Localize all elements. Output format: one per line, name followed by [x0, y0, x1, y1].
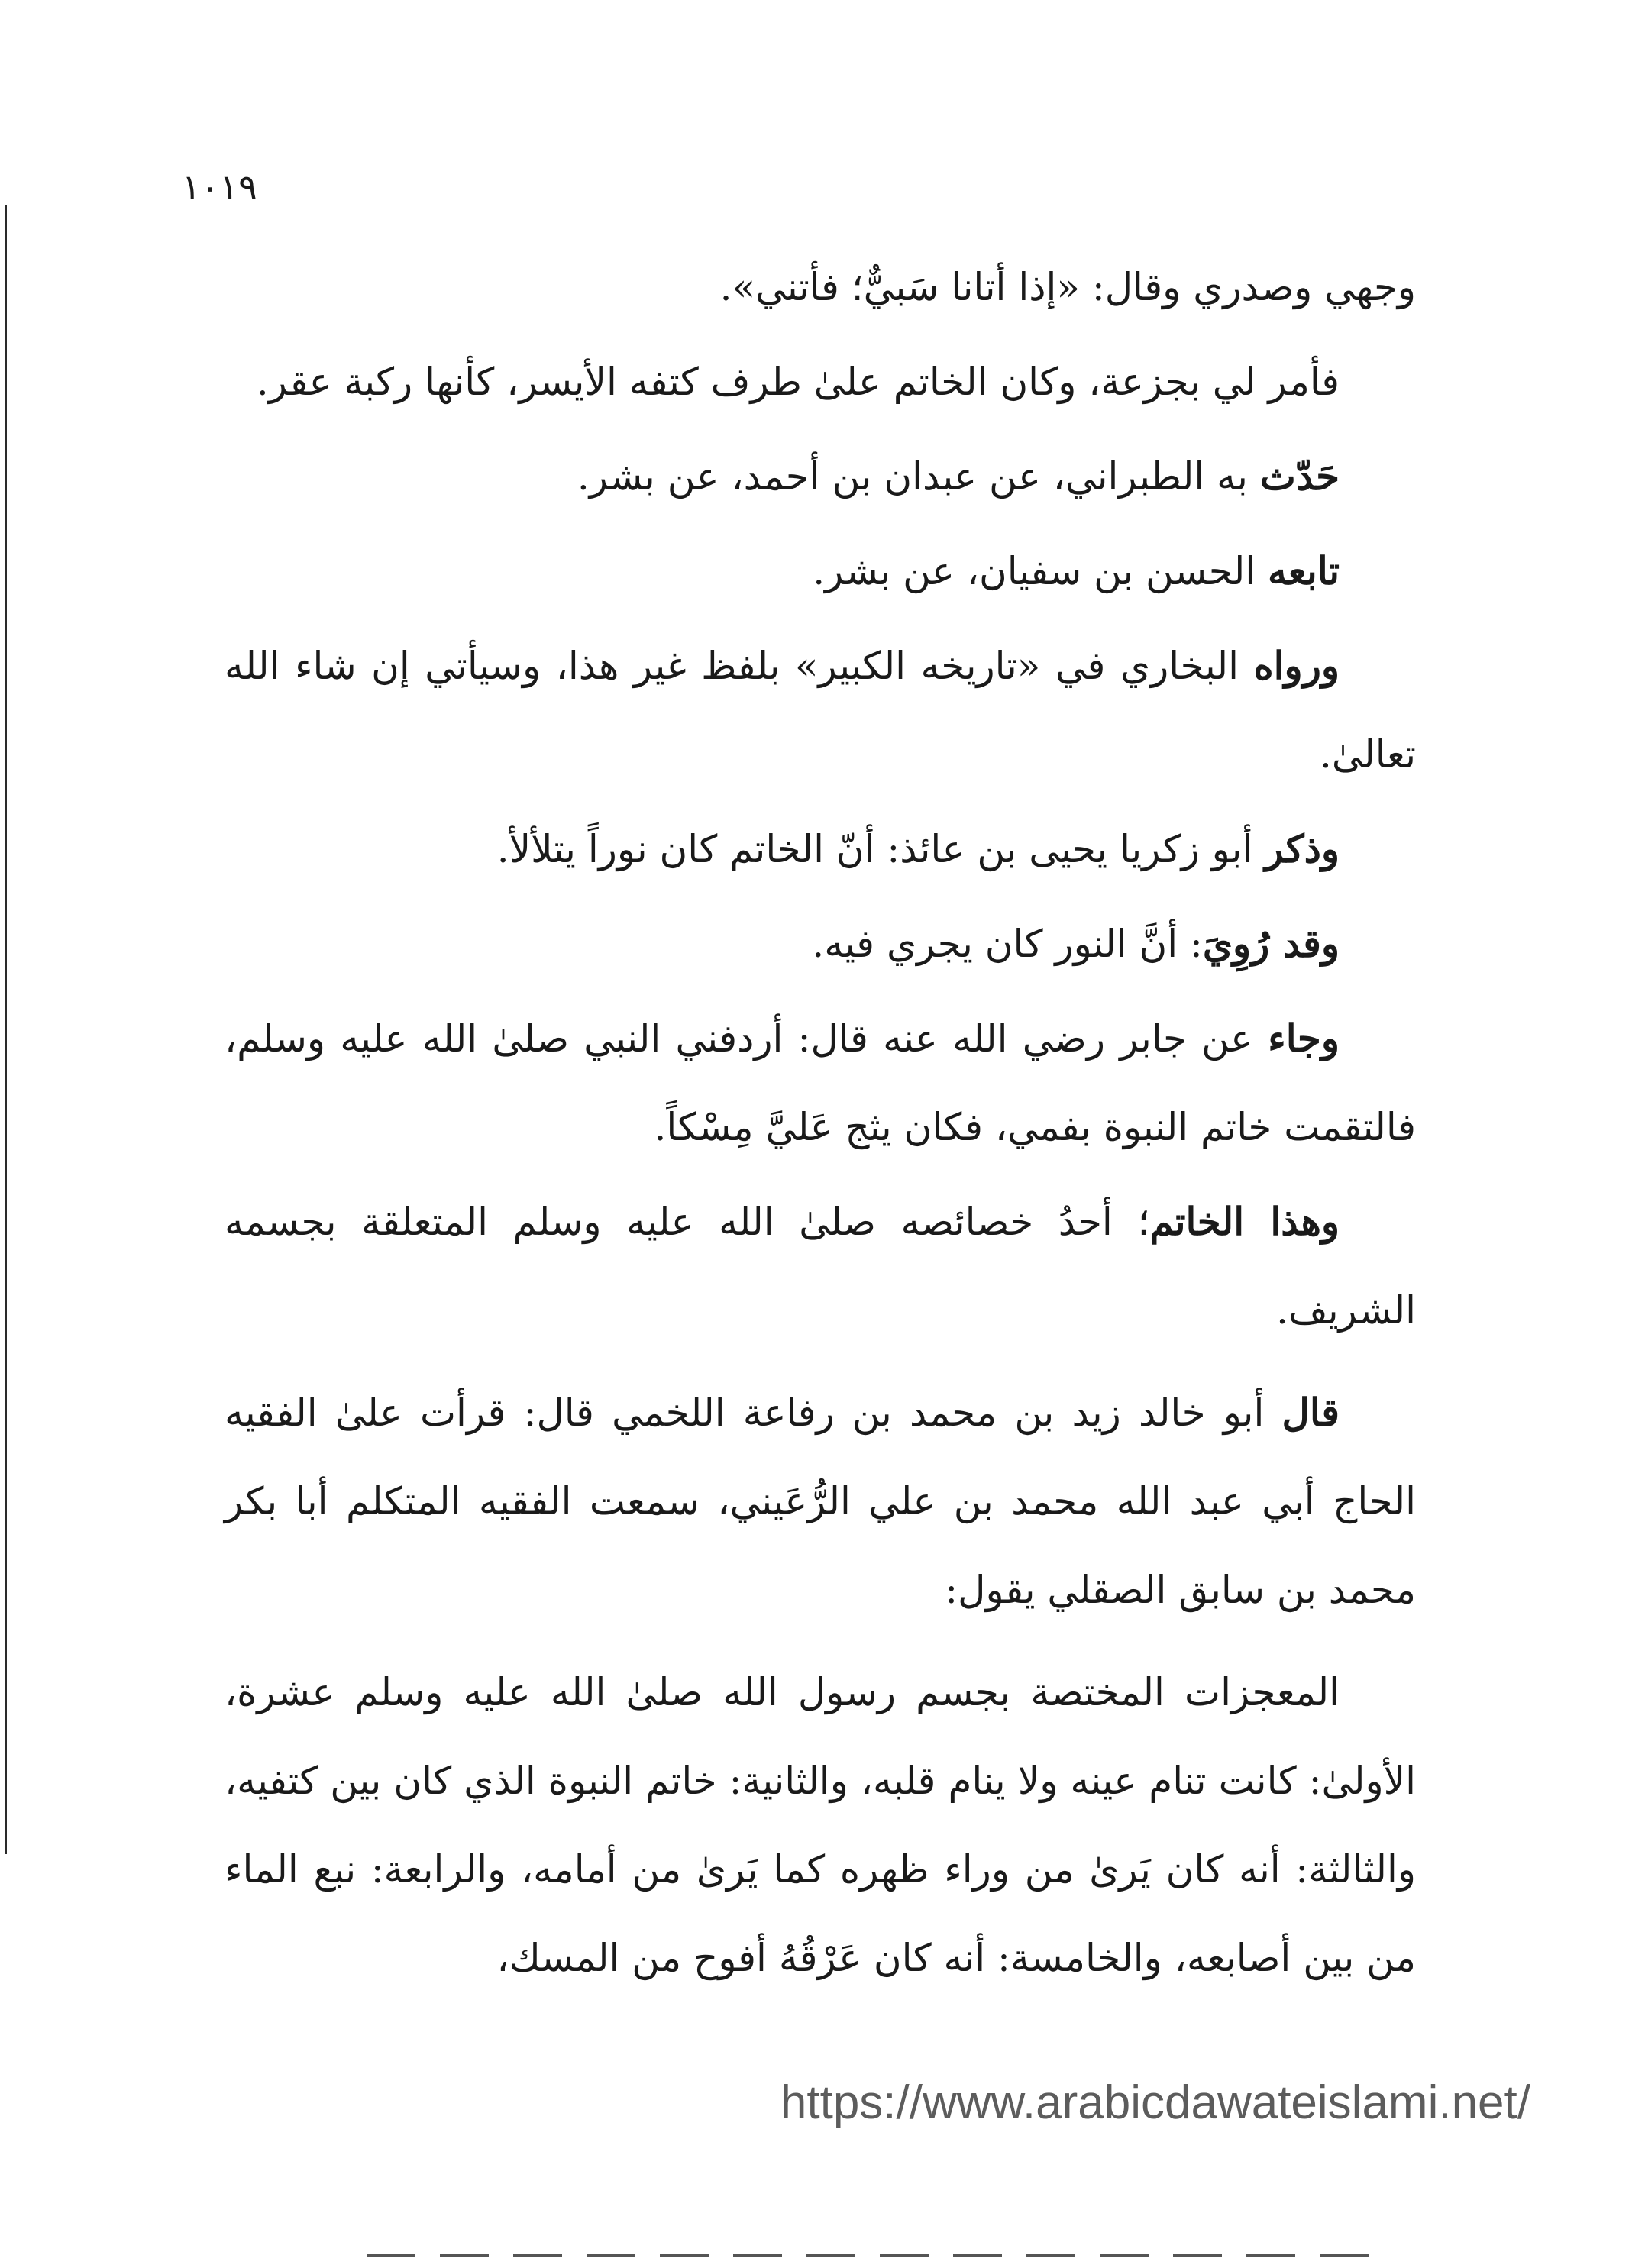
footer-rule — [367, 2254, 1382, 2257]
page-body — [225, 243, 1416, 2008]
margin-rule — [5, 205, 7, 1854]
paragraph-10 — [225, 1368, 1416, 1634]
paragraph-text: الحسن بن سفيان، عن بشر. — [813, 549, 1268, 593]
paragraph-text: المعجزات المختصة بجسم رسول الله صلىٰ الله عليه وسلم عشرة، الأولىٰ: كانت تنام عينه ولا ينام قلبه، والثانية: خاتم النبوة الذي كان بين كتفيه، والثالثة: أنه كان يَرىٰ من وراء ظهره كما يَرىٰ من أمامه، والرابعة: نبع الماء من بين أصابعه، والخامسة: أنه كان عَرْقُهُ أفوح من المسك، — [225, 1670, 1416, 1980]
paragraph-lead: قال — [1281, 1390, 1340, 1435]
paragraph-lead: وجاء — [1268, 1016, 1340, 1061]
paragraph-text: به الطبراني، عن عبدان بن أحمد، عن بشر. — [577, 454, 1260, 499]
paragraph-8 — [225, 994, 1416, 1171]
paragraph-lead: تابعه — [1268, 548, 1340, 593]
paragraph-1 — [225, 243, 1416, 331]
paragraph-text: عن جابر رضي الله عنه قال: أردفني النبي صلىٰ الله عليه وسلم، فالتقمت خاتم النبوة بفمي، فكان يثج عَليَّ مِسْكاً. — [225, 1016, 1416, 1149]
paragraph-lead: وهذا الخاتم — [1149, 1199, 1340, 1244]
paragraph-4 — [225, 527, 1416, 615]
paragraph-3 — [225, 432, 1416, 521]
paragraph-text: أبو زكريا يحيى بن عائذ: أنّ الخاتم كان نوراً يتلألأ. — [496, 827, 1265, 871]
paragraph-text: أبو خالد زيد بن محمد بن رفاعة اللخمي قال: قرأت علىٰ الفقيه الحاج أبي عبد الله محمد بن علي الرُّعَيني، سمعت الفقيه المتكلم أبا بكر محمد بن سابق الصقلي يقول: — [225, 1391, 1416, 1612]
paragraph-lead: حَدّث — [1259, 454, 1340, 499]
paragraph-lead: وقد رُوِيَ — [1202, 921, 1340, 966]
paragraph-text: فأمر لي بجزعة، وكان الخاتم علىٰ طرف كتفه الأيسر، كأنها ركبة عقر. — [256, 360, 1340, 404]
paragraph-text: : أنَّ النور كان يجري فيه. — [812, 922, 1203, 966]
page-number: ١٠١٩ — [182, 166, 257, 208]
paragraph-text: البخاري في «تاريخه الكبير» بلفظ غير هذا، وسيأتي إن شاء الله تعالىٰ. — [225, 644, 1416, 777]
paragraph-2 — [225, 338, 1416, 426]
paragraph-lead: وذكر — [1265, 826, 1340, 871]
paragraph-text: وجهي وصدري وقال: «إذا أتانا سَبيٌّ؛ فأتني». — [719, 265, 1416, 309]
paragraph-11 — [225, 1648, 1416, 2002]
paragraph-9 — [225, 1178, 1416, 1355]
paragraph-5 — [225, 622, 1416, 799]
paragraph-text: ؛ أحدُ خصائصه صلىٰ الله عليه وسلم المتعلقة بجسمه الشريف. — [225, 1200, 1416, 1333]
paragraph-6 — [225, 805, 1416, 893]
paragraph-7 — [225, 900, 1416, 988]
paragraph-lead: ورواه — [1253, 643, 1340, 688]
watermark-url: https://www.arabicdawateislami.net/ — [780, 2076, 1530, 2129]
